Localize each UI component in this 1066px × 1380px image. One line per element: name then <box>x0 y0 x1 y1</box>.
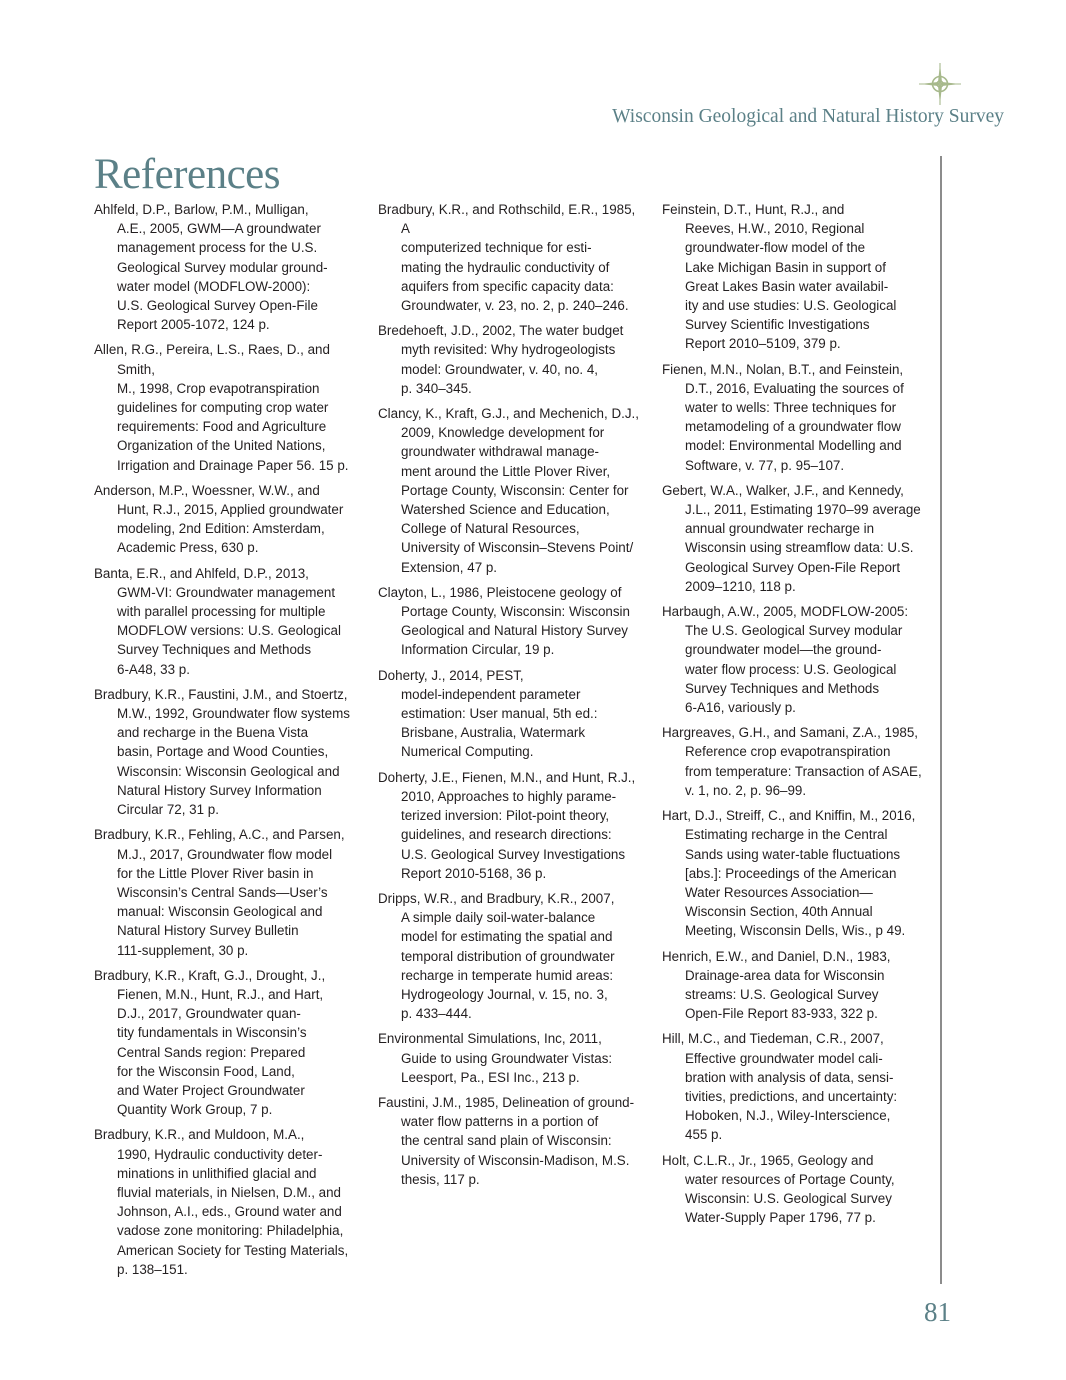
reference-entry: Banta, E.R., and Ahlfeld, D.P., 2013, GWM-VI: Groundwater management with parallel processing for multiple MODFLOW versions: U.S. Geological Survey Techniques and Methods 6-A48, 33 p. <box>94 565 341 677</box>
reference-entry: Bradbury, K.R., and Rothschild, E.R., 1985, A computerized technique for esti- mating the hydraulic conductivity of aquifers from specific capacity data: Groundwater, v. 23, no. 2, p. 240–246. <box>378 202 636 314</box>
reference-entry: Hargreaves, G.H., and Samani, Z.A., 1985, Reference crop evapotranspiration from temperature: Transaction of ASAE, v. 1, no. 2, p. 96–99. <box>662 725 922 798</box>
reference-entry: Holt, C.L.R., Jr., 1965, Geology and water resources of Portage County, Wisconsin: U.S. Geological Survey Water-Supply Paper 1796, 77 p. <box>662 1152 895 1226</box>
references-column-3 <box>662 200 924 1233</box>
reference-entry: Clancy, K., Kraft, G.J., and Mechenich, D.J., 2009, Knowledge development for groundwater withdrawal manage- ment around the Little Plover River, Portage County, Wisconsin: Center for Watershed Science and Education, College of Natural Resources, University of Wisconsin–Stevens Point/ Extension, 47 p. <box>378 406 639 575</box>
reference-entry: Anderson, M.P., Woessner, W.W., and Hunt, R.J., 2015, Applied groundwater modeling, 2nd Edition: Amsterdam, Academic Press, 630 p. <box>94 482 344 556</box>
reference-entry: Bredehoeft, J.D., 2002, The water budget myth revisited: Why hydrogeologists model: Groundwater, v. 40, no. 4, p. 340–345. <box>378 323 624 396</box>
compass-rose-icon <box>918 62 962 106</box>
reference-entry: Hart, D.J., Streiff, C., and Kniffin, M., 2016, Estimating recharge in the Central Sands using water-table fluctuations [abs.]: Proceedings of the American Water Resources Association— Wisconsin Section, 40th Annual Meeting, Wisconsin Dells, Wis., p 49. <box>662 808 916 939</box>
page-title: References <box>94 151 280 198</box>
reference-entry: Bradbury, K.R., Faustini, J.M., and Stoertz, M.W., 1992, Groundwater flow systems and recharge in the Buena Vista basin, Portage and Wood Counties, Wisconsin: Wisconsin Geological and Natural History Survey Information Circular 72, 31 p. <box>94 686 350 818</box>
reference-entry: Bradbury, K.R., Kraft, G.J., Drought, J., Fienen, M.N., Hunt, R.J., and Hart, D.J., 2017, Groundwater quan- tity fundamentals in Wisconsin’s Central Sands region: Prepared for the Wisconsin Food, Land, and Water Project Groundwater Quantity Work Group, 7 p. <box>94 967 326 1118</box>
reference-entry: Harbaugh, A.W., 2005, MODFLOW-2005: The U.S. Geological Survey modular groundwater model—the ground- water flow process: U.S. Geological Survey Techniques and Methods 6-A16, variously p. <box>662 604 909 716</box>
references-column-2 <box>378 200 644 1195</box>
reference-entry: Doherty, J.E., Fienen, M.N., and Hunt, R.J., 2010, Approaches to highly parame- terized inversion: Pilot-point theory, guidelines, and research directions: U.S. Geological Survey Investigations Report 2010-5168, 36 p. <box>378 769 636 881</box>
reference-entry: Bradbury, K.R., Fehling, A.C., and Parsen, M.J., 2017, Groundwater flow model for the Little Plover River basin in Wisconsin’s Central Sands—User’s manual: Wisconsin Geological and Natural History Survey Bulletin 111-supplement, 30 p. <box>94 827 345 958</box>
reference-entry: Feinstein, D.T., Hunt, R.J., and Reeves, H.W., 2010, Regional groundwater-flow model of the Lake Michigan Basin in support of Great Lakes Basin water availabil- ity and use studies: U.S. Geological Survey Scientific Investigations Report 2010–5109, 379 p. <box>662 202 897 352</box>
reference-entry: Ahlfeld, D.P., Barlow, P.M., Mulligan, A.E., 2005, GWM—A groundwater management process for the U.S. Geological Survey modular ground- water model (MODFLOW-2000): U.S. Geological Survey Open-File Report 2005-1072, 124 p. <box>94 202 328 333</box>
vertical-rule <box>940 156 942 1284</box>
reference-entry: Environmental Simulations, Inc, 2011, Guide to using Groundwater Vistas: Leesport, Pa., ESI Inc., 213 p. <box>378 1031 613 1085</box>
reference-entry: Hill, M.C., and Tiedeman, C.R., 2007, Effective groundwater model cali- bration with analysis of data, sensi- tivities, predictions, and uncertainty: Hoboken, N.J., Wiley-Interscience, 455 p. <box>662 1031 898 1143</box>
reference-entry: Gebert, W.A., Walker, J.F., and Kennedy, J.L., 2011, Estimating 1970–99 average annual groundwater recharge in Wisconsin using streamflow data: U.S. Geological Survey Open-File Report 2009–1210, 118 p. <box>662 482 921 594</box>
reference-entry: Dripps, W.R., and Bradbury, K.R., 2007, A simple daily soil-water-balance model for estimating the spatial and temporal distribution of groundwater recharge in temperate humid areas: Hydrogeology Journal, v. 15, no. 3, p. 433–444. <box>378 890 615 1022</box>
reference-entry: Doherty, J., 2014, PEST, model-independent parameter estimation: User manual, 5th ed.: Brisbane, Australia, Watermark Numerical Computing. <box>378 667 598 760</box>
reference-entry: Faustini, J.M., 1985, Delineation of ground- water flow patterns in a portion of the central sand plain of Wisconsin: University of Wisconsin-Madison, M.S. thesis, 117 p. <box>378 1094 635 1187</box>
page-number: 81 <box>924 1297 951 1327</box>
reference-entry: Clayton, L., 1986, Pleistocene geology of Portage County, Wisconsin: Wisconsin Geological and Natural History Survey Information Circular, 19 p. <box>378 584 630 658</box>
organization-header: Wisconsin Geological and Natural History Survey <box>612 106 1004 127</box>
reference-entry: Bradbury, K.R., and Muldoon, M.A., 1990, Hydraulic conductivity deter- minations in unlithified glacial and fluvial materials, in Nielsen, D.M., and Johnson, A.I., eds., Ground water and vadose zone monitoring: Philadelphia, American Society for Testing Materials, p. 138–151. <box>94 1127 349 1277</box>
reference-entry: Fienen, M.N., Nolan, B.T., and Feinstein, D.T., 2016, Evaluating the sources of water to wells: Three techniques for metamodeling of a groundwater flow model: Environmental Modelling and Software, v. 77, p. 95–107. <box>662 361 904 473</box>
reference-entry: Henrich, E.W., and Daniel, D.N., 1983, Drainage-area data for Wisconsin streams: U.S. Geological Survey Open-File Report 83-933, 322 p. <box>662 948 891 1022</box>
references-column-1 <box>94 200 364 1285</box>
reference-entry: Allen, R.G., Pereira, L.S., Raes, D., and Smith, M., 1998, Crop evapotranspiration guidelines for computing crop water requirements: Food and Agriculture Organization of the United Nations, Irrigation and Drainage Paper 56. 15 p. <box>94 342 349 473</box>
